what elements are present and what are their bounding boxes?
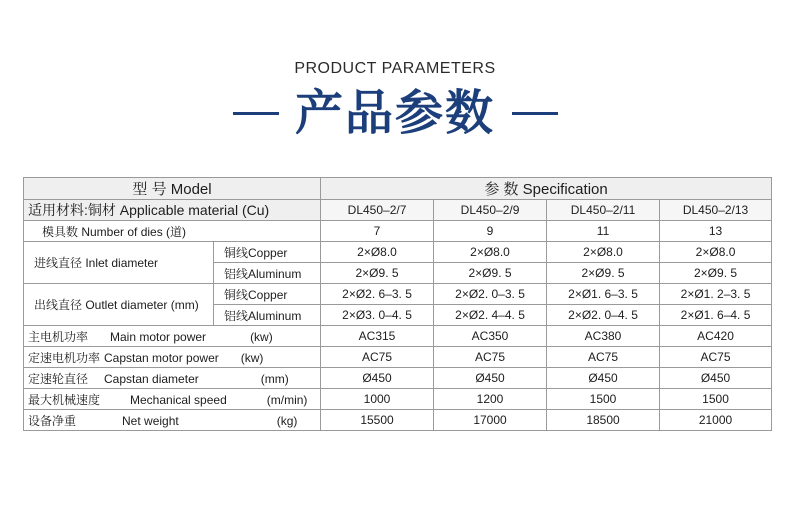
table-cell: 2×Ø1. 6–4. 5: [660, 305, 772, 326]
spec-header: 参 数 Specification: [321, 178, 772, 200]
table-cell: AC75: [434, 347, 547, 368]
table-row: [24, 242, 772, 263]
row-label-cn: 最大机械速度: [28, 392, 101, 407]
table-cell: 2×Ø8.0: [660, 242, 772, 263]
table-cell: 2×Ø9. 5: [547, 263, 660, 284]
table-cell: Ø450: [660, 368, 772, 389]
table-cell: Ø450: [321, 368, 434, 389]
table-cell: 1500: [660, 389, 772, 410]
table-cell: AC350: [434, 326, 547, 347]
material-header: 适用材料:铜材 Applicable material (Cu): [24, 200, 321, 221]
table-cell: AC75: [321, 347, 434, 368]
table-cell: 17000: [434, 410, 547, 431]
table-cell: AC420: [660, 326, 772, 347]
model-name: DL450–2/11: [547, 200, 660, 221]
table-cell: 2×Ø2. 4–4. 5: [434, 305, 547, 326]
table-cell: 2×Ø9. 5: [434, 263, 547, 284]
row-label: [24, 389, 321, 410]
model-header: 型 号 Model: [24, 178, 321, 200]
table-cell: 7: [321, 221, 434, 242]
row-label-cn: 定速轮直径: [28, 371, 89, 386]
outlet-label: 出线直径 Outlet diameter (mm): [24, 284, 214, 326]
table-cell: AC315: [321, 326, 434, 347]
table-cell: 1500: [547, 389, 660, 410]
row-label-unit: (mm): [260, 371, 289, 386]
table-row: [24, 221, 772, 242]
row-label: [24, 410, 321, 431]
page-subtitle: PRODUCT PARAMETERS: [294, 60, 496, 77]
outlet-copper-label: 铜线Copper: [214, 284, 321, 305]
table-cell: 1200: [434, 389, 547, 410]
table-cell: 2×Ø8.0: [547, 242, 660, 263]
dies-label: 模具数 Number of dies (道): [24, 221, 321, 242]
model-name: DL450–2/13: [660, 200, 772, 221]
table-cell: 2×Ø8.0: [321, 242, 434, 263]
table-cell: 2×Ø2. 0–4. 5: [547, 305, 660, 326]
row-label-en: Capstan motor power: [104, 350, 219, 365]
table-cell: 18500: [547, 410, 660, 431]
table-cell: 2×Ø8.0: [434, 242, 547, 263]
page-title: 产品参数: [294, 87, 495, 140]
table-cell: 2×Ø2. 0–3. 5: [434, 284, 547, 305]
table-row: [24, 326, 772, 347]
table-cell: 2×Ø9. 5: [660, 263, 772, 284]
table-cell: AC75: [660, 347, 772, 368]
row-label-cn: 设备净重: [28, 413, 77, 428]
inlet-copper-label: 铜线Copper: [214, 242, 321, 263]
table-row: [24, 347, 772, 368]
outlet-aluminum-label: 铝线Aluminum: [214, 305, 321, 326]
row-label: [24, 326, 321, 347]
table-cell: 13: [660, 221, 772, 242]
title-row: [0, 84, 790, 144]
table-cell: 2×Ø1. 2–3. 5: [660, 284, 772, 305]
table-cell: 11: [547, 221, 660, 242]
table-cell: AC380: [547, 326, 660, 347]
table-cell: Ø450: [547, 368, 660, 389]
row-label-en: Main motor power: [110, 329, 207, 344]
spec-rows: [24, 326, 772, 431]
table-cell: 15500: [321, 410, 434, 431]
table-cell: Ø450: [434, 368, 547, 389]
row-label-cn: 主电机功率: [28, 329, 89, 344]
table-cell: 9: [434, 221, 547, 242]
table-row: [24, 389, 772, 410]
row-label-unit: (kw): [240, 350, 264, 365]
table-cell: 1000: [321, 389, 434, 410]
inlet-aluminum-label: 铝线Aluminum: [214, 263, 321, 284]
row-label: [24, 347, 321, 368]
row-label: [24, 368, 321, 389]
row-label-en: Capstan diameter: [104, 371, 199, 386]
model-name: DL450–2/7: [321, 200, 434, 221]
row-label-en: Net weight: [122, 413, 179, 428]
table-row: [24, 284, 772, 305]
table-cell: 2×Ø2. 6–3. 5: [321, 284, 434, 305]
title-rule-right: [512, 112, 558, 115]
table-row: [24, 368, 772, 389]
inlet-label: 进线直径 Inlet diameter: [24, 242, 214, 284]
row-label-unit: (m/min): [266, 392, 308, 407]
parameters-table: [23, 177, 772, 431]
table-cell: AC75: [547, 347, 660, 368]
model-name: DL450–2/9: [434, 200, 547, 221]
table-cell: 21000: [660, 410, 772, 431]
row-label-unit: (kw): [250, 329, 273, 344]
table-cell: 2×Ø1. 6–3. 5: [547, 284, 660, 305]
row-label-en: Mechanical speed: [130, 392, 227, 407]
row-label-unit: (kg): [276, 413, 298, 428]
table-cell: 2×Ø9. 5: [321, 263, 434, 284]
table-cell: 2×Ø3. 0–4. 5: [321, 305, 434, 326]
row-label-cn: 定速电机功率: [28, 350, 101, 365]
table-row: [24, 410, 772, 431]
